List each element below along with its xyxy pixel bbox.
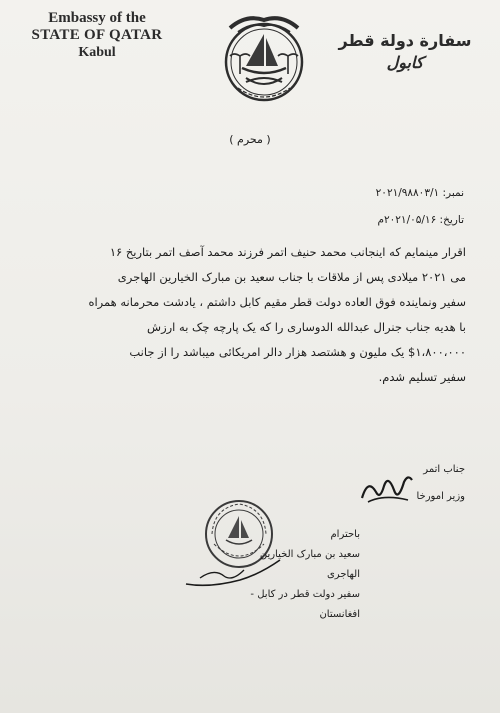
body-line: اقرار مینمایم که اینجانب محمد حنیف اتمر فرزند محمد آصف اتمر بتاریخ ۱۶ [109,245,466,259]
sender-name: سعید بن مبارک الخیارین الهاجری [259,549,360,580]
body-line: می ۲۰۲۱ میلادی پس از ملاقات با جناب سعید بن مبارک الخیارین الهاجری [117,270,466,284]
header-line-state: STATE OF QATAR [31,27,163,43]
receiver-signature-icon [358,468,414,508]
body-line: $۱،۸۰۰،۰۰۰ یک ملیون و هشتصد هزار دالر امریکائی میباشد را از جانب [129,345,466,359]
state-of-qatar-emblem-icon [216,12,312,104]
embassy-header-arabic [330,30,480,74]
header-arabic-city: كابول [386,53,424,72]
body-line: با هدیه جناب جنرال عبدالله الدوساری را که یک پارچه چک به ارزش [147,320,466,334]
reference-number: نمبر: ۲۰۲۱/۹۸۸۰۳/۱ [375,187,464,199]
sender-signature-icon [180,550,290,590]
embassy-header-english [22,10,172,61]
sender-closing: باحترام [330,529,360,540]
reference-date: تاریخ: ۲۰۲۱/۰۵/۱۶م [377,214,464,226]
body-line: سفیر تسلیم شدم. [378,370,466,384]
reference-block [330,180,464,234]
header-line-city: Kabul [78,45,116,60]
confidential-label: ( محرم ) [229,133,271,146]
header-arabic-embassy: سفارة دولة قطر [338,31,472,50]
body-line: سفیر ونماینده فوق العاده دولت قطر مقیم کابل داشتم ، یادشت محرمانه همراه [88,295,466,309]
receiver-name: جناب اتمر [423,464,465,475]
sender-title: سفیر دولت قطر در کابل - افغانستان [250,589,360,620]
receiver-title: وزیر امورخا [416,491,465,502]
header-line-embassy: Embassy of the [48,10,146,26]
letter-body [40,240,466,390]
